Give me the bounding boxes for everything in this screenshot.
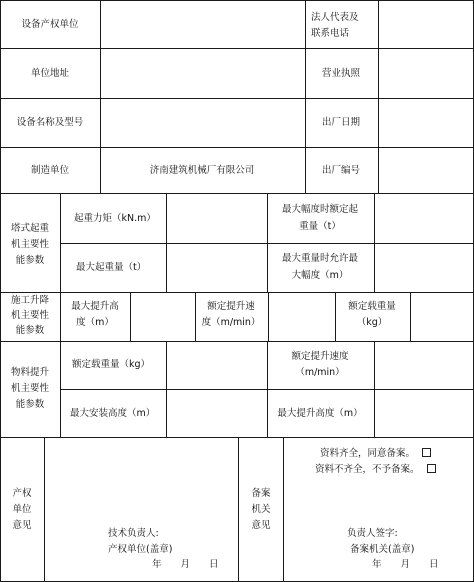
- rule: [0, 437, 474, 438]
- approve-option-label: 资料齐全，同意备案。: [320, 448, 416, 459]
- equipment-model-label: 设备名称及型号: [16, 117, 84, 128]
- material-rated-load-label: 额定载重量（kg）: [72, 359, 151, 370]
- agency-stamp-label: 备案机关(盖章): [350, 544, 415, 555]
- tower-crane-title-line2: 机主要性: [10, 239, 50, 250]
- max-height-line1: 最大提升高: [71, 301, 119, 312]
- agency-date-row: 年 月 日: [372, 559, 439, 570]
- factory-number-label: 出厂编号: [321, 165, 361, 176]
- owner-opinion-title-line3: 意见: [12, 520, 32, 531]
- rule: [166, 193, 167, 292]
- material-rated-speed-line1: 额定提升速度: [291, 351, 349, 362]
- owner-opinion-title-line2: 单位: [12, 504, 32, 515]
- tower-crane-title-line3: 能参数: [15, 255, 45, 266]
- rated-load-line2: （kg）: [356, 317, 388, 328]
- owner-unit-label: 设备产权单位: [21, 19, 79, 30]
- construction-hoist-title-line2: 机主要性: [10, 310, 50, 321]
- rule: [283, 437, 284, 582]
- agency-opinion-title-line1: 备案: [251, 488, 271, 499]
- address-label: 单位地址: [30, 68, 70, 79]
- max-install-height-label: 最大安装高度（m）: [70, 408, 156, 419]
- rule: [374, 193, 375, 292]
- max-height-line2: 度（m）: [76, 317, 114, 328]
- agency-signer-label: 负责人签字:: [347, 528, 398, 539]
- rule: [0, 0, 474, 1]
- reject-checkbox[interactable]: [427, 464, 436, 473]
- rule: [130, 292, 131, 341]
- rule: [335, 292, 336, 341]
- agency-opinion-title-line3: 意见: [251, 520, 271, 531]
- material-rated-speed-line2: （m/min）: [295, 367, 345, 378]
- owner-date-row: 年 月 日: [152, 559, 219, 570]
- rule: [238, 437, 239, 582]
- max-range-allowed-line1: 最大重量时允许最: [281, 253, 359, 264]
- rule: [195, 292, 196, 341]
- rule: [0, 48, 474, 49]
- rule: [374, 341, 375, 437]
- rule: [378, 0, 379, 193]
- rule: [100, 0, 101, 193]
- rated-speed-line1: 额定提升速: [207, 301, 255, 312]
- max-lifting-weight-label: 最大起重量（t）: [76, 262, 147, 273]
- material-hoist-title-line3: 能参数: [15, 399, 45, 410]
- agency-opinion-title-line2: 机关: [251, 504, 271, 515]
- approve-option: [320, 447, 431, 460]
- rule: [268, 292, 269, 341]
- rule: [305, 0, 306, 193]
- material-hoist-title-line2: 机主要性: [10, 383, 50, 394]
- approve-checkbox[interactable]: [422, 448, 431, 457]
- lifting-moment-label: 起重力矩（kN.m）: [74, 213, 156, 224]
- owner-stamp-label: 产权单位(盖章): [108, 544, 173, 555]
- max-range-allowed-line2: 大幅度（m）: [291, 270, 349, 281]
- legal-rep-label-line1: 法人代表及: [311, 12, 359, 23]
- tech-lead-label: 技术负责人:: [108, 528, 159, 539]
- rule: [410, 292, 411, 341]
- construction-hoist-title-line3: 能参数: [15, 325, 45, 336]
- rule: [60, 193, 61, 437]
- rated-load-line1: 额定载重量: [348, 301, 396, 312]
- material-hoist-title-line1: 物料提升: [10, 367, 50, 378]
- rule: [0, 193, 474, 194]
- rule: [267, 341, 268, 437]
- business-license-label: 营业执照: [321, 68, 361, 79]
- rule: [166, 341, 167, 437]
- rule: [0, 98, 474, 99]
- rule: [44, 437, 45, 582]
- construction-hoist-title-line1: 施工升降: [10, 295, 50, 306]
- rule: [0, 147, 474, 148]
- rule: [0, 292, 474, 293]
- reject-option-label: 资料不齐全，不予备案。: [315, 464, 420, 475]
- rated-weight-max-range-line1: 最大幅度时额定起: [281, 204, 359, 215]
- manufacturer-value: 济南建筑机械厂有限公司: [149, 165, 255, 176]
- rule: [0, 341, 474, 342]
- tower-crane-title-line1: 塔式起重: [10, 223, 50, 234]
- material-max-height-label: 最大提升高度（m）: [277, 408, 363, 419]
- reject-option: [315, 463, 436, 476]
- owner-opinion-title-line1: 产权: [12, 488, 32, 499]
- rule: [0, 0, 1, 582]
- rated-weight-max-range-line2: 重量（t）: [299, 221, 341, 232]
- manufacturer-label: 制造单位: [30, 165, 70, 176]
- rated-speed-line2: 度（m/min）: [201, 317, 261, 328]
- factory-date-label: 出厂日期: [321, 117, 361, 128]
- legal-rep-label-line2: 联系电话: [311, 28, 350, 39]
- rule: [267, 193, 268, 292]
